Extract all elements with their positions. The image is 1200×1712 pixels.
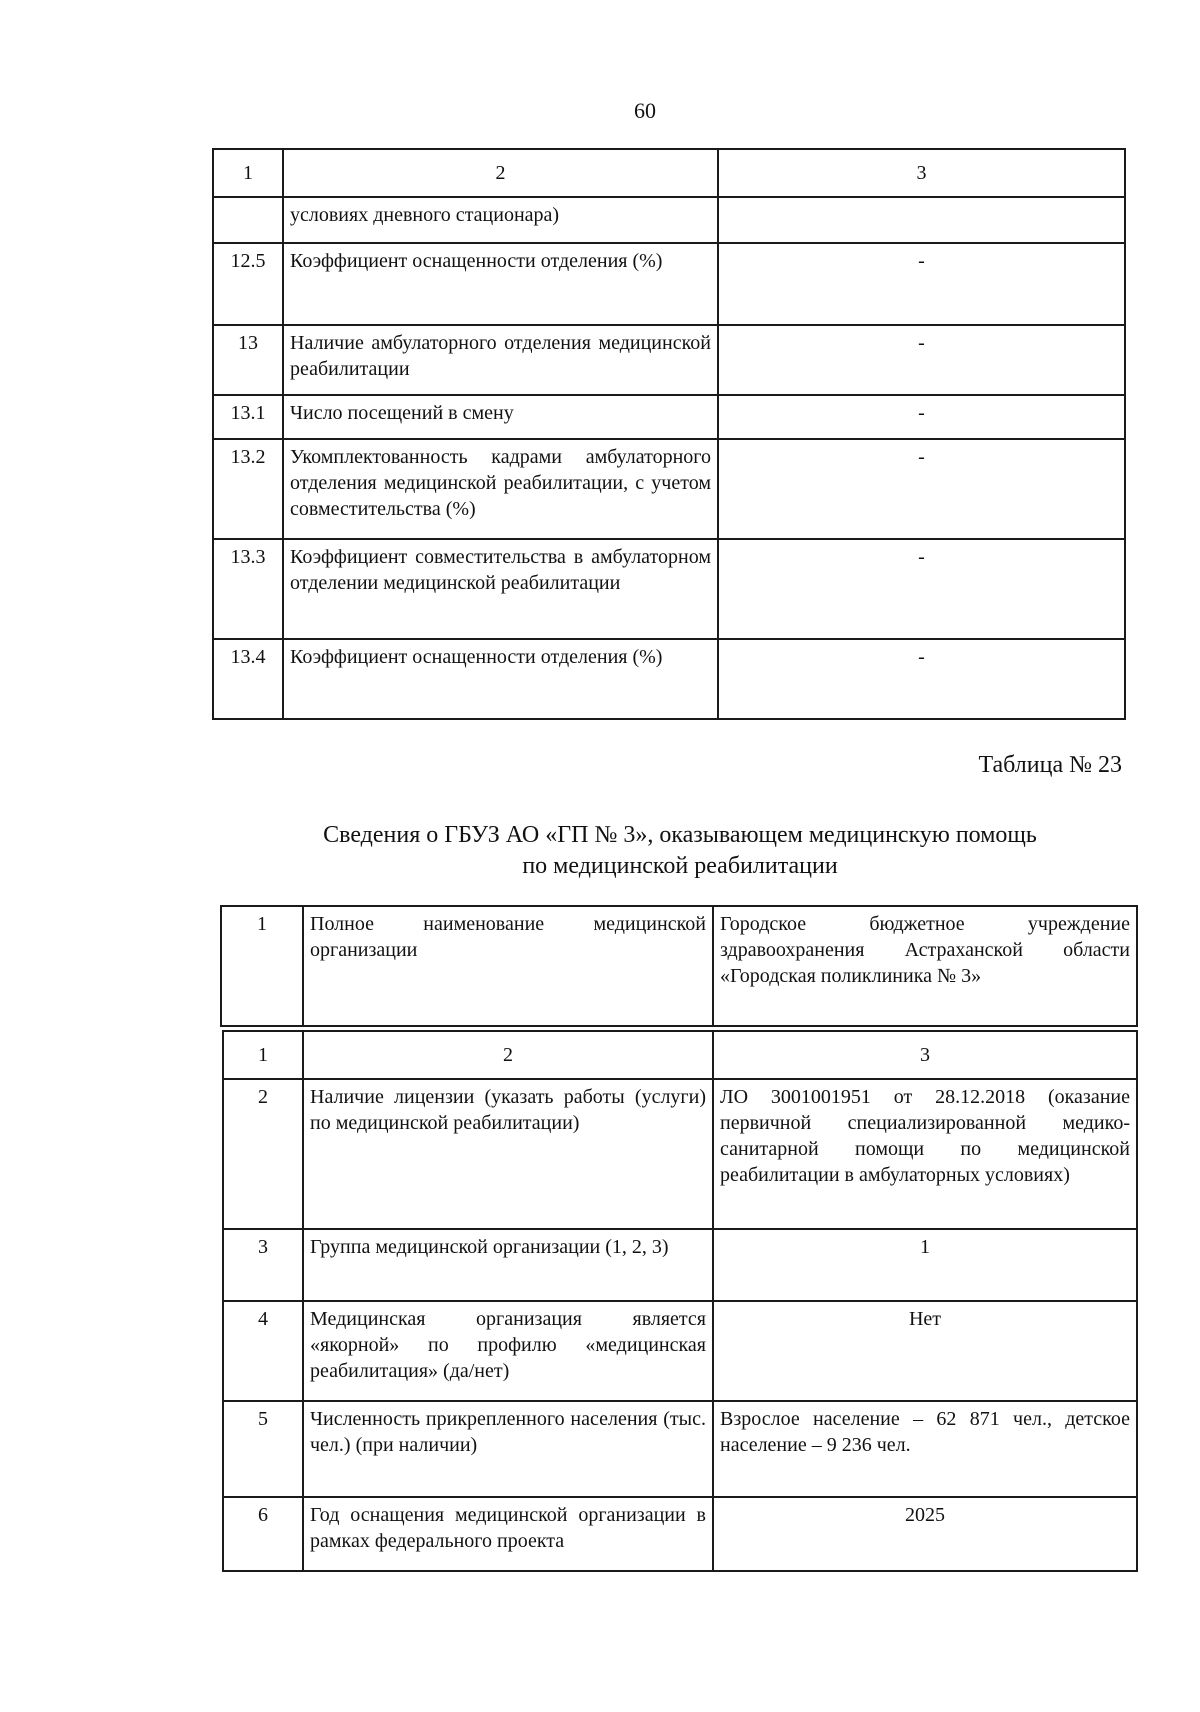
row-number: 3	[223, 1229, 303, 1301]
row-name: Коэффициент оснащенности отделения (%)	[283, 243, 718, 325]
table-header-row	[213, 149, 1125, 197]
header-cell: 2	[283, 149, 718, 197]
organization-name-table	[220, 905, 1138, 1027]
header-cell: 3	[713, 1031, 1137, 1079]
header-cell: 1	[223, 1031, 303, 1079]
row-name: Коэффициент оснащенности отделения (%)	[283, 639, 718, 719]
table-row	[223, 1497, 1137, 1571]
row-name: Группа медицинской организации (1, 2, 3)	[303, 1229, 713, 1301]
row-number: 13.2	[213, 439, 283, 539]
row-name: Полное наименование медицинской организации	[303, 906, 713, 1026]
table-label: Таблица № 23	[978, 752, 1122, 778]
table-header-row	[223, 1031, 1137, 1079]
row-value: -	[718, 325, 1125, 395]
row-number: 4	[223, 1301, 303, 1401]
row-number: 13.3	[213, 539, 283, 639]
row-name: Медицинская организация является «якорной» по профилю «медицинская реабилитация» (да/нет)	[303, 1301, 713, 1401]
row-number	[213, 197, 283, 243]
row-number: 13	[213, 325, 283, 395]
table-row	[213, 197, 1125, 243]
table-row	[223, 1401, 1137, 1497]
table-row	[223, 1079, 1137, 1229]
row-value: Взрослое население – 62 871 чел., детское население – 9 236 чел.	[713, 1401, 1137, 1497]
row-name: Коэффициент совместительства в амбулаторном отделении медицинской реабилитации	[283, 539, 718, 639]
row-value: -	[718, 439, 1125, 539]
organization-info-table	[222, 1030, 1138, 1572]
table-title	[210, 820, 1150, 882]
table-row	[213, 325, 1125, 395]
row-number: 1	[221, 906, 303, 1026]
row-value: -	[718, 639, 1125, 719]
row-value: ЛО 3001001951 от 28.12.2018 (оказание первичной специализированной медико-санитарной помощи по медицинской реабилитации в амбулаторных условиях)	[713, 1079, 1137, 1229]
page-number: 60	[634, 98, 656, 123]
table-row	[221, 906, 1137, 1026]
table-row	[213, 395, 1125, 439]
row-name: Наличие амбулаторного отделения медицинской реабилитации	[283, 325, 718, 395]
indicators-table	[212, 148, 1126, 720]
row-value: Нет	[713, 1301, 1137, 1401]
row-number: 2	[223, 1079, 303, 1229]
row-value: -	[718, 243, 1125, 325]
row-value: -	[718, 395, 1125, 439]
table-row	[213, 539, 1125, 639]
row-number: 12.5	[213, 243, 283, 325]
header-cell: 3	[718, 149, 1125, 197]
table-row	[213, 243, 1125, 325]
row-number: 13.1	[213, 395, 283, 439]
row-name: Численность прикрепленного населения (тыс. чел.) (при наличии)	[303, 1401, 713, 1497]
table-row	[223, 1301, 1137, 1401]
row-value: Городское бюджетное учреждение здравоохранения Астраханской области «Городская поликлиника № 3»	[713, 906, 1137, 1026]
header-cell: 2	[303, 1031, 713, 1079]
table-row	[213, 639, 1125, 719]
row-value: 2025	[713, 1497, 1137, 1571]
row-value: 1	[713, 1229, 1137, 1301]
row-name: Число посещений в смену	[283, 395, 718, 439]
header-cell: 1	[213, 149, 283, 197]
table-title-line: Сведения о ГБУЗ АО «ГП № 3», оказывающем медицинскую помощь	[323, 822, 1037, 848]
row-value	[718, 197, 1125, 243]
row-number: 6	[223, 1497, 303, 1571]
row-number: 13.4	[213, 639, 283, 719]
table-title-line: по медицинской реабилитации	[522, 853, 838, 880]
row-name: Укомплектованность кадрами амбулаторного отделения медицинской реабилитации, с учетом совместительства (%)	[283, 439, 718, 539]
row-number: 5	[223, 1401, 303, 1497]
row-name: Наличие лицензии (указать работы (услуги) по медицинской реабилитации)	[303, 1079, 713, 1229]
table-row	[223, 1229, 1137, 1301]
row-name: условиях дневного стационара)	[283, 197, 718, 243]
row-name: Год оснащения медицинской организации в рамках федерального проекта	[303, 1497, 713, 1571]
row-value: -	[718, 539, 1125, 639]
table-row	[213, 439, 1125, 539]
